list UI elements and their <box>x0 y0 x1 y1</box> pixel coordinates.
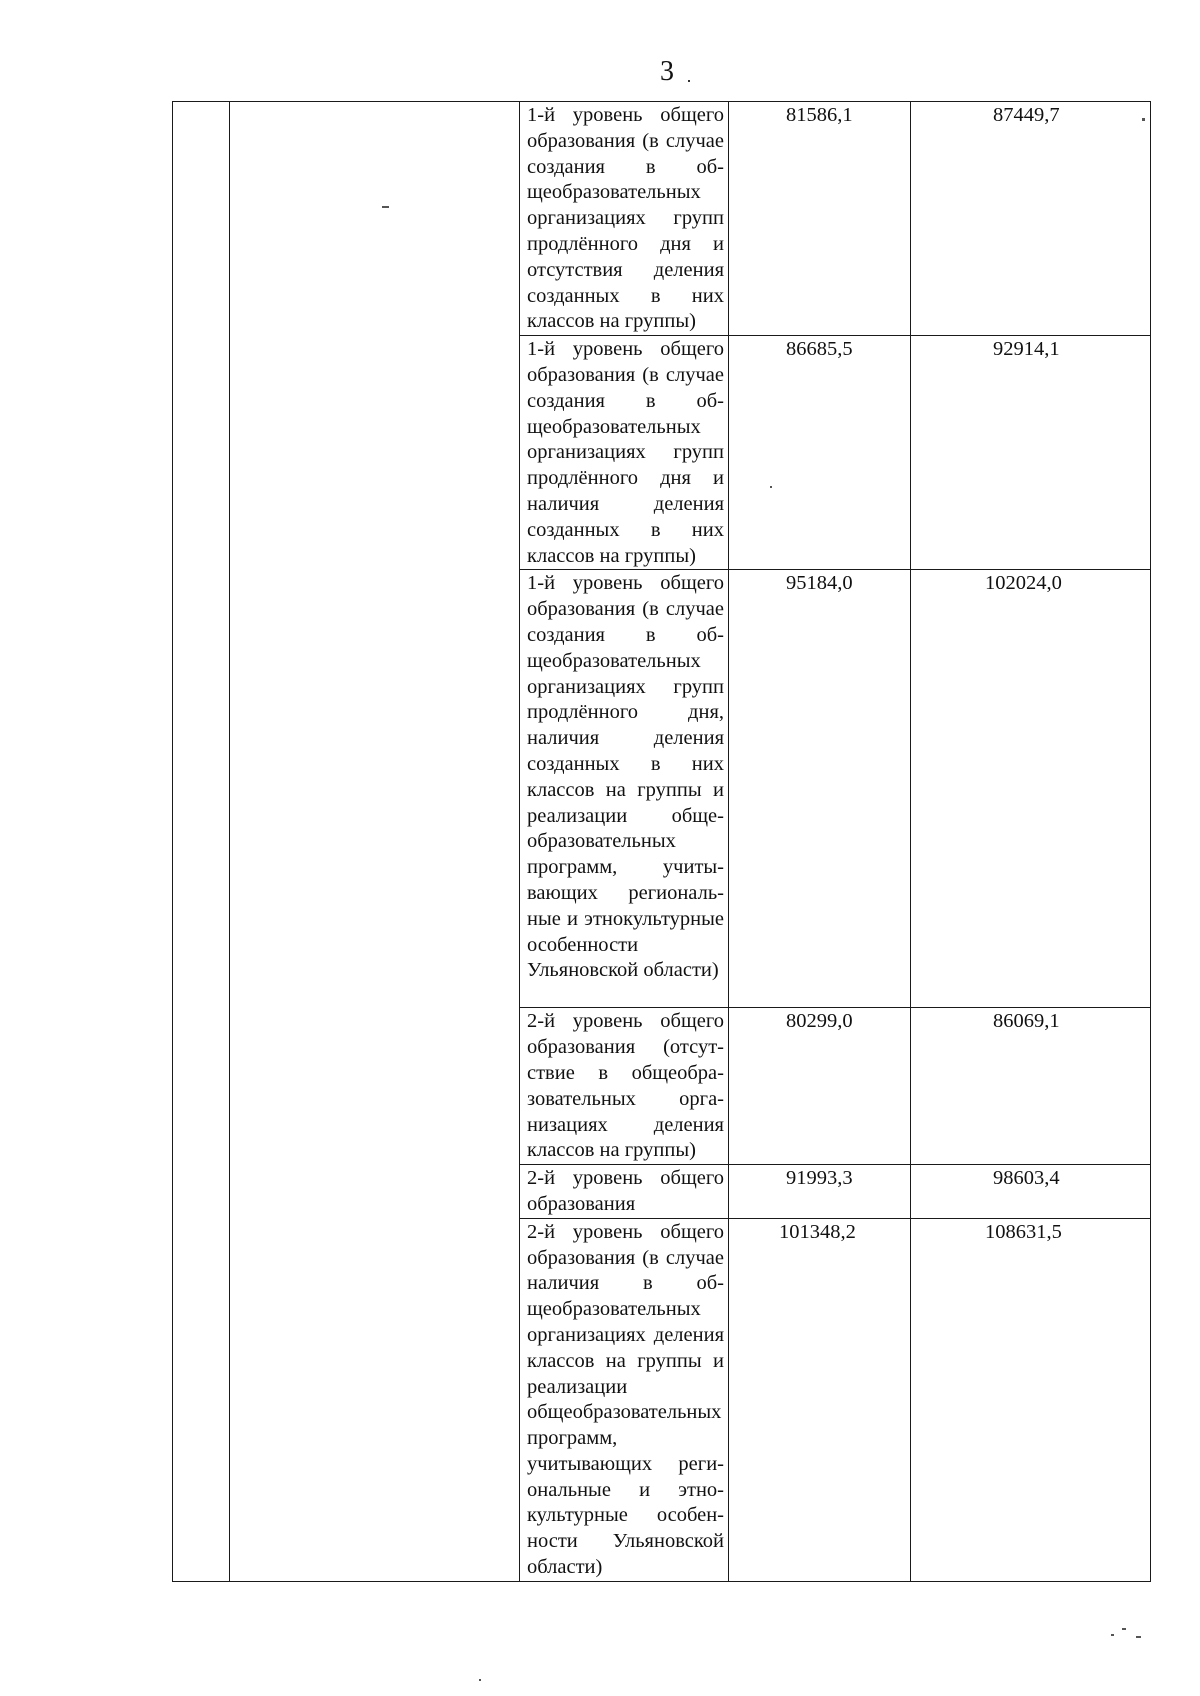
scan-speck <box>479 1679 481 1681</box>
education-level-cell: 2-й уровень общего образования <box>520 1165 729 1219</box>
scan-speck <box>1142 118 1145 121</box>
value-cell-first: 101348,2 <box>729 1218 911 1581</box>
page-number: 3 <box>660 56 675 87</box>
budget-table <box>172 101 1151 1582</box>
education-level-cell: 1-й уровень общего образования (в случае создания в общеобразовательных организациях групп продлённого дня, наличия деления созданных в них классов на группы и реализации общеобразовательных программ, учитывающих региональные и этнокультурные особенности Ульяновской области) <box>520 570 729 1008</box>
value-cell-second: 102024,0 <box>911 570 1151 1008</box>
scan-speck <box>382 206 389 208</box>
value-cell-first: 91993,3 <box>729 1165 911 1219</box>
value-cell-second: 98603,4 <box>911 1165 1151 1219</box>
value-cell-second: 87449,7 <box>911 102 1151 336</box>
education-level-cell: 1-й уровень общего образования (в случае создания в общеобразовательных организациях групп продлённого дня и наличия деления созданных в них классов на группы) <box>520 336 729 570</box>
scan-speck <box>1122 1628 1126 1630</box>
scan-speck <box>770 486 772 488</box>
scan-speck <box>1136 1636 1141 1638</box>
value-cell-first: 86685,5 <box>729 336 911 570</box>
education-level-cell: 2-й уровень общего образования (в случае наличия в общеобразовательных организациях деления классов на группы и реализации общеобразовательных программ, учитывающих региональные и этнокультурные особенности Ульяновской области) <box>520 1218 729 1581</box>
page-number-mark <box>688 80 690 82</box>
table-row <box>173 102 1151 336</box>
education-level-cell: 1-й уровень общего образования (в случае создания в общеобразовательных организациях групп продлённого дня и отсутствия деления созданных в них классов на группы) <box>520 102 729 336</box>
education-level-cell: 2-й уровень общего образования (отсутствие в общеобразовательных организациях деления классов на группы) <box>520 1008 729 1165</box>
value-cell-second: 108631,5 <box>911 1218 1151 1581</box>
empty-number-column <box>173 102 230 1582</box>
empty-name-column <box>230 102 520 1582</box>
scan-speck <box>1111 1634 1114 1636</box>
value-cell-first: 95184,0 <box>729 570 911 1008</box>
value-cell-second: 86069,1 <box>911 1008 1151 1165</box>
value-cell-first: 80299,0 <box>729 1008 911 1165</box>
value-cell-first: 81586,1 <box>729 102 911 336</box>
value-cell-second: 92914,1 <box>911 336 1151 570</box>
